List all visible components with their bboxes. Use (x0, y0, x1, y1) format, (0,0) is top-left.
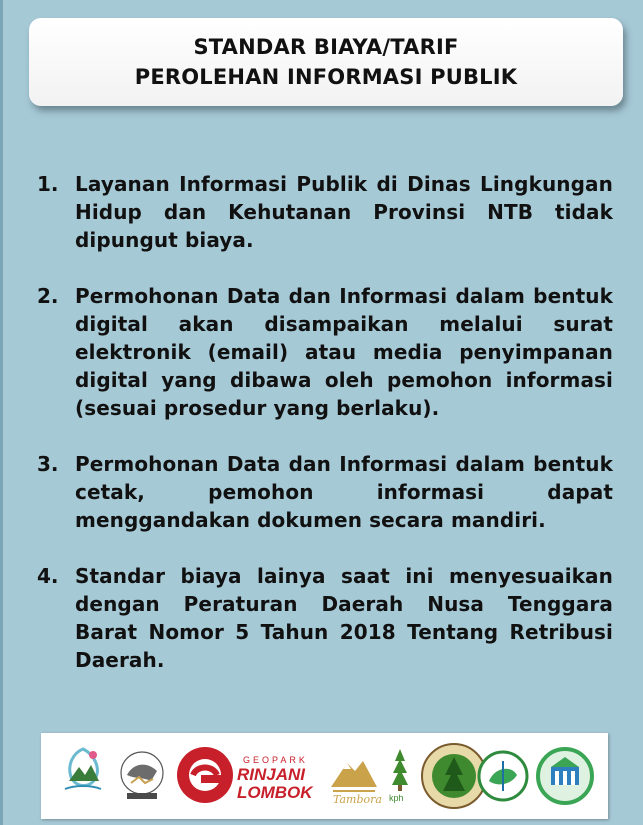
item-number: 2. (37, 284, 59, 308)
item-text: Layanan Informasi Publik di Dinas Lingkungan Hidup dan Kehutanan Provinsi NTB tidak dipungut biaya. (75, 172, 613, 252)
list-item (37, 170, 613, 254)
partner-logo-strip (41, 733, 608, 819)
item-number: 1. (37, 172, 59, 196)
title-box (29, 18, 623, 106)
kph-logo (387, 741, 413, 811)
tambora-label: Tambora (333, 793, 382, 806)
rinjani-biosphere-logo (55, 741, 111, 811)
samota-biosphere-logo (117, 741, 167, 811)
item-text: Permohonan Data dan Informasi dalam bentuk cetak, pemohon informasi dapat menggandakan dokumen secara mandiri. (75, 452, 613, 532)
item-number: 3. (37, 452, 59, 476)
kph-label: kph (389, 793, 404, 803)
tariff-list (37, 170, 613, 702)
regional-emblem-logo (535, 741, 595, 811)
lombok-label: LOMBOK (237, 783, 313, 802)
item-text: Standar biaya lainya saat ini menyesuaikan dengan Peraturan Daerah Nusa Tenggara Barat Nomor 5 Tahun 2018 Tentang Retribusi Daerah. (75, 564, 613, 672)
tambora-logo (327, 741, 381, 811)
list-item (37, 562, 613, 674)
item-number: 4. (37, 564, 59, 588)
list-item (37, 282, 613, 422)
title-line-1: STANDAR BIAYA/TARIF (193, 35, 459, 59)
geopark-label: GEOPARK (243, 755, 308, 765)
list-item (37, 450, 613, 534)
title-line-2: PEROLEHAN INFORMASI PUBLIK (134, 65, 518, 89)
geopark-rinjani-logo (171, 741, 321, 811)
rinjani-label: RINJANI (237, 765, 306, 784)
item-text: Permohonan Data dan Informasi dalam bentuk digital akan disampaikan melalui surat elektronik (email) atau media penyimpanan digital yang dibawa oleh pemohon informasi (sesuai prosedur yang berlaku). (75, 284, 613, 420)
environment-emblem-logo (475, 741, 531, 811)
